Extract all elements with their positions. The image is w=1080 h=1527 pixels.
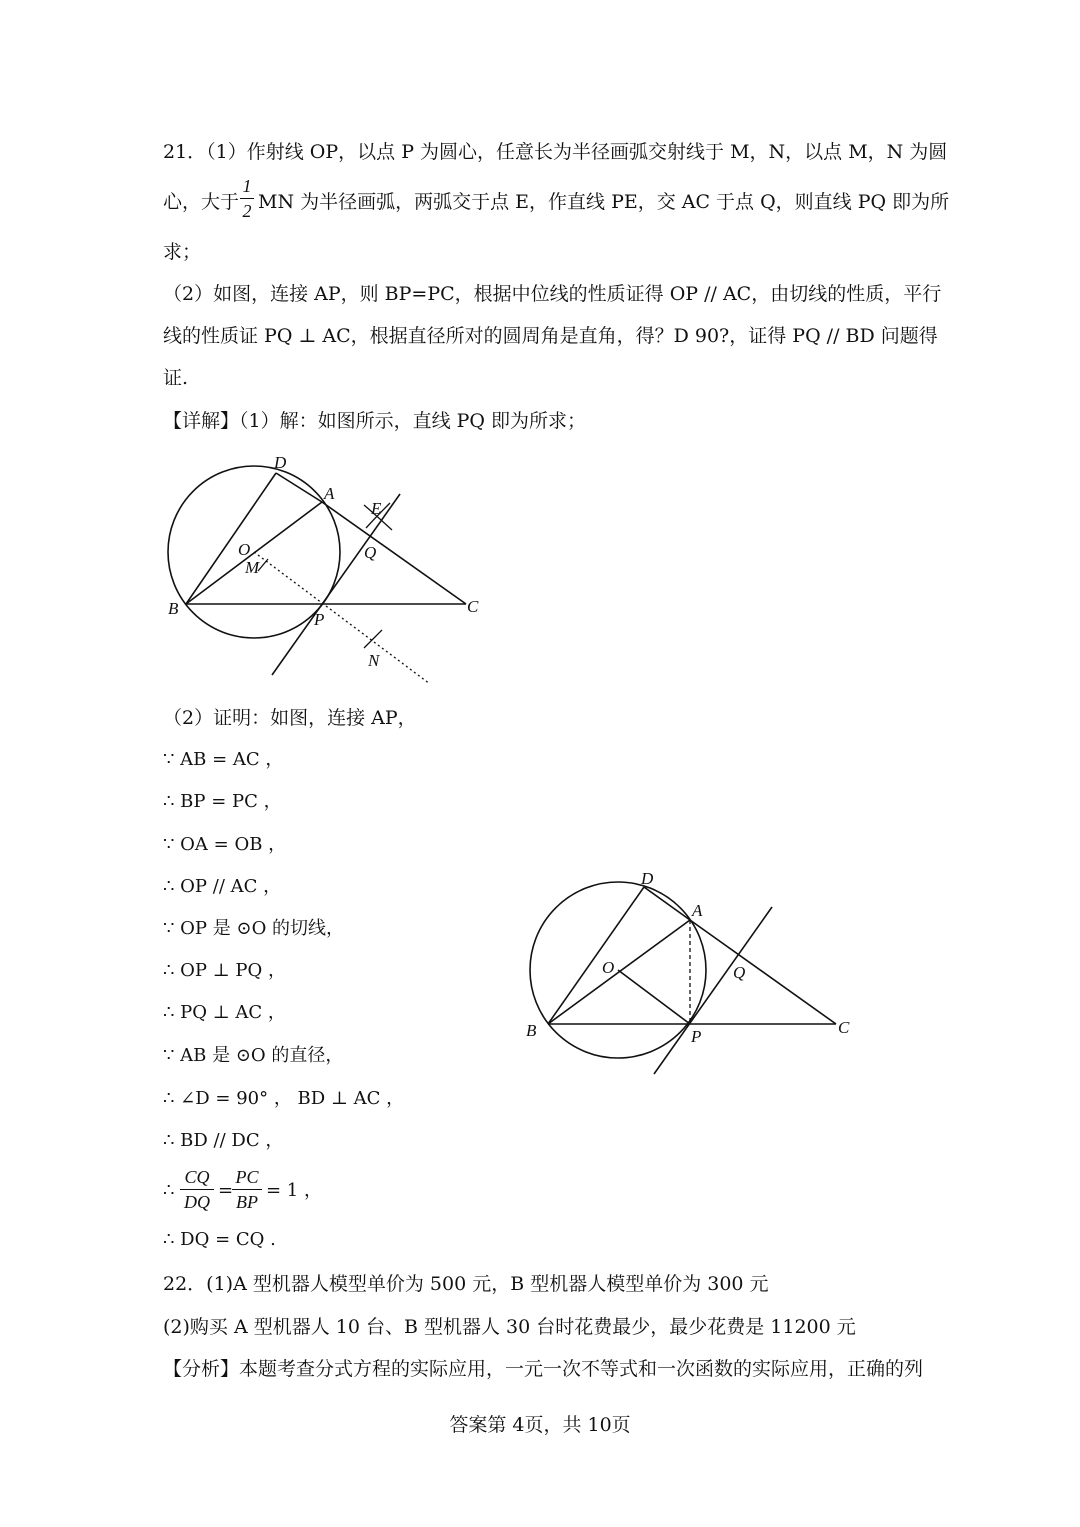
ratio-fraction-1 bbox=[180, 1166, 214, 1213]
proof-step: ∵ AB = AC ， bbox=[163, 749, 284, 770]
arc-m bbox=[258, 559, 268, 571]
q21-part1-line2a: 心，大于 bbox=[163, 191, 240, 213]
segment-bd bbox=[548, 887, 644, 1024]
segment-ba bbox=[186, 502, 322, 604]
label-a: A bbox=[324, 484, 335, 503]
proof-step: ∵ OA = OB ， bbox=[163, 834, 287, 855]
q21-part2-line1: （2）如图，连接 AP，则 BP=PC，根据中位线的性质证得 OP // AC，由切线的性质，平行 bbox=[163, 283, 942, 305]
proof-step: ∵ AB 是 ⊙O 的直径， bbox=[163, 1045, 344, 1066]
q21-part1-line3: 求； bbox=[163, 241, 202, 263]
half-numerator: 1 bbox=[242, 176, 252, 196]
label-q: Q bbox=[364, 543, 377, 562]
proof-final-step: ∴ DQ = CQ . bbox=[163, 1229, 276, 1250]
half-fraction bbox=[240, 175, 254, 222]
ratio-equals: = bbox=[218, 1180, 234, 1201]
line-pq bbox=[654, 907, 772, 1074]
segment-ac bbox=[690, 920, 836, 1024]
line-pq bbox=[272, 494, 400, 675]
proof-step: ∵ OP 是 ⊙O 的切线， bbox=[163, 918, 345, 939]
label-p: P bbox=[314, 610, 325, 629]
ratio-numerator-1: CQ bbox=[184, 1167, 210, 1187]
label-o: O bbox=[602, 958, 615, 977]
fraction-bar bbox=[240, 198, 254, 199]
q21-part1-line1: 21．（1）作射线 OP，以点 P 为圆心，任意长为半径画弧交射线于 M，N，以点 M，N 为圆 bbox=[163, 141, 948, 163]
q22-answer-1: 22．(1)A 型机器人模型单价为 500 元，B 型机器人模型单价为 300 元 bbox=[163, 1273, 769, 1295]
proof-step: ∴ BD // DC ， bbox=[163, 1130, 284, 1151]
segment-op bbox=[618, 970, 690, 1024]
q21-part1-line2b: MN 为半径画弧，两弧交于点 E，作直线 PE，交 AC 于点 Q，则直线 PQ 即为所 bbox=[258, 191, 950, 213]
proof-step: ∴ PQ ⊥ AC ， bbox=[163, 1002, 286, 1023]
label-d: D bbox=[274, 453, 287, 472]
label-q: Q bbox=[733, 963, 746, 982]
ratio-denominator-1: DQ bbox=[184, 1192, 210, 1212]
label-e: E bbox=[371, 499, 382, 518]
ratio-prefix: ∴ bbox=[163, 1180, 175, 1201]
label-b: B bbox=[526, 1021, 537, 1040]
segment-da bbox=[644, 887, 690, 920]
label-c: C bbox=[838, 1018, 850, 1037]
half-denominator: 2 bbox=[242, 201, 252, 221]
segment-ac bbox=[322, 502, 466, 604]
label-d: D bbox=[641, 869, 654, 888]
proof-step: ∴ OP // AC ， bbox=[163, 876, 282, 897]
proof-step: ∴ BP = PC ， bbox=[163, 791, 282, 812]
page-footer: 答案第 4页，共 10页 bbox=[449, 1414, 631, 1436]
q22-analysis: 【分析】本题考查分式方程的实际应用，一元一次不等式和一次函数的实际应用，正确的列 bbox=[163, 1358, 924, 1380]
q21-detail: 【详解】（1）解：如图所示，直线 PQ 即为所求； bbox=[163, 410, 587, 432]
proof-step: ∴ OP ⊥ PQ ， bbox=[163, 960, 287, 981]
figure-construction bbox=[160, 448, 479, 693]
segment-bd bbox=[186, 473, 276, 604]
fraction-bar bbox=[232, 1189, 262, 1190]
ratio-fraction-2 bbox=[232, 1166, 262, 1213]
label-c: C bbox=[467, 597, 479, 616]
fraction-bar bbox=[180, 1189, 214, 1190]
label-b: B bbox=[168, 599, 179, 618]
label-n: N bbox=[368, 651, 380, 670]
label-p: P bbox=[691, 1027, 702, 1046]
segment-da bbox=[276, 473, 322, 502]
ratio-numerator-2: PC bbox=[235, 1167, 259, 1187]
q21-proof-intro: （2）证明：如图，连接 AP， bbox=[163, 707, 417, 729]
label-a: A bbox=[692, 901, 703, 920]
figure-proof bbox=[520, 865, 860, 1080]
q21-part2-line2: 线的性质证 PQ ⊥ AC，根据直径所对的圆周角是直角，得？D 90?，证得 PQ // BD 问题得 bbox=[163, 325, 938, 347]
label-m: M bbox=[245, 558, 260, 577]
q21-part2-line3: 证. bbox=[163, 367, 189, 389]
q22-answer-2: (2)购买 A 型机器人 10 台、B 型机器人 30 台时花费最少，最少花费是 11200 元 bbox=[163, 1316, 856, 1338]
ratio-denominator-2: BP bbox=[236, 1192, 258, 1212]
ratio-tail: = 1 ， bbox=[266, 1180, 322, 1201]
label-o: O bbox=[238, 540, 251, 559]
proof-step: ∴ ∠D = 90° ， BD ⊥ AC ， bbox=[163, 1088, 405, 1109]
